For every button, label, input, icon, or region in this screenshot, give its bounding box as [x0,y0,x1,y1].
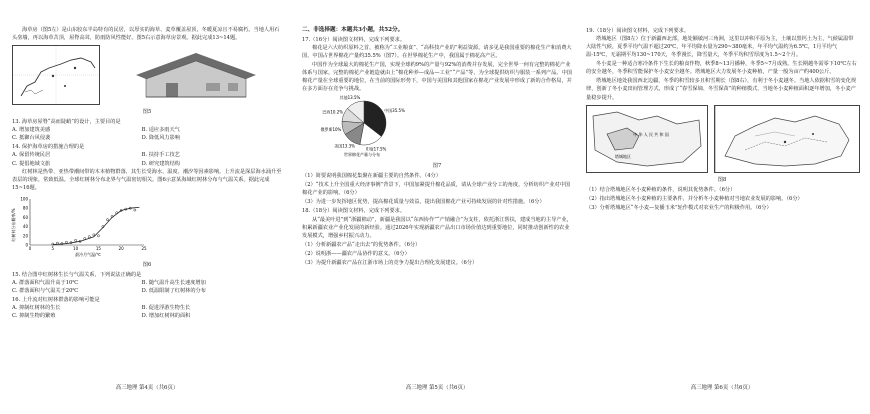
china-label: 中 华 人 民 共 和 国 [633,131,669,137]
question-18: 18.（18分）阅读图文材料，完成下列要求。 [302,208,406,215]
y-tick-label: 20 [22,233,28,239]
mangrove-temperature-chart [12,195,152,257]
question-19-3: （3）分析塔城地区“冬小麦—复播玉米”轮作模式对农业生产的积极作用。（6分） [586,204,772,211]
figure-5 [12,45,282,107]
tacheng-location-map [586,105,708,173]
chart-xlabel: 最冷月气温/℃ [75,251,101,257]
question-14-options [12,151,282,167]
option-b[interactable]: B. 适应多雨天气 [141,127,180,134]
chart-ylabel: 红树林分布概率/% [11,208,16,242]
figure-6-caption: 图6 [142,261,152,268]
data-point [106,218,108,220]
y-tick-label: 60 [22,214,28,220]
pie-label: 美国13.3% [334,143,355,149]
figure-7-caption: 图7 [432,163,442,170]
option-a[interactable]: A. 抑制红树林的生长 [12,305,61,312]
tacheng-paragraph-2: 冬小麦是一种适合寒冷条件下生长的粮食作物，秋季8~13月播种，冬季5~7月成熟。生长期越冬需零下10℃左右的安全越冬，冬季积雪能保护冬小麦安全越冬。塔城地区大力发展冬小麦种植，产量一般为亩产约400公斤。 [586,61,857,76]
question-16-options [12,304,282,320]
trend-curve [53,207,140,244]
tacheng-label: 塔城地区 [615,153,631,159]
option-d[interactable]: D. 研究建筑结构 [141,160,180,167]
cotton-production-pie-chart [302,96,422,158]
figure-8-caption: 图8 [717,176,727,183]
x-tick-label: 10 [73,245,79,251]
question-17-1: （1）简要说明我国棉花集聚在新疆主要的自然条件。（4分） [302,173,441,180]
pie-title: 世界棉花产量与分布 [344,152,380,158]
question-17-2: （2）“技术上升全国重大经济事例”背景下，中国加紧提升棉花品质，请从全球产业分工的角度，分析纺织产业对中国棉花产业的影响。（6分） [302,182,570,197]
cotton-paragraph-2: 中国作为全球最大的棉花生产国，实现全球约9%的产量与92%的消费并存发展，完全世界一何有完整的棉花产业体系与国家。完整的棉花产业链造就由上“棉花种养—成品—工业”“产品”等，为全球提供纺织与服装一系列产品。中国棉花产量在全球重要的地位，在当前的国际形势下，中国与美国和其他国家在棉花产业发展中形成了新的合作格局，并在多方面存在竞争与挑战。 [302,61,572,93]
option-a[interactable]: A. 保留传统民居 [12,152,51,159]
data-point [97,234,99,236]
option-b[interactable]: B. 扶持手工技艺 [141,152,180,159]
pie-label: 中国35.5% [384,108,405,114]
option-c[interactable]: C. 抑制生物的繁殖 [12,313,56,320]
y-tick-label: 100 [20,196,28,202]
option-d[interactable]: D. 增加红树林的面积 [141,313,191,320]
section-heading: 二、非选择题：本题共3小题，共52分。 [302,27,404,33]
question-18-2: （2）说明浙——疆农产品协作的意义。（6分） [302,250,410,257]
option-a[interactable]: A. 增加建筑美感 [12,127,51,134]
option-a[interactable]: A. 群落面积气温升高于10℃ [12,279,79,286]
question-15-options [12,279,282,295]
data-point [88,235,90,237]
x-tick-label: 5 [51,245,55,251]
cotton-paragraph-1: 棉花是六大纺织原料之首，被称为“工业粮食”、“高科技产业的”利益资源。请多见是我国重要的棉花生产和消费大国，中国占世界棉花产量约35.5%（图7）。在世界棉花生产中，我国属于棉花高产区。 [302,44,572,59]
question-17-3: （3）为进一步发挥地区优势，提高棉花质量与效益，提出我国棉花产业可持续发展的针对性措施。（6分） [302,199,545,206]
exam-page-6 [586,26,858,392]
pie-label: 印度17.5% [365,146,387,152]
y-tick-label: 80 [22,205,28,211]
question-15: 15. 结合图中红树林生长与气温关系，下列说法正确的是 [12,271,142,278]
x-tick-label: 20 [118,245,124,251]
question-19: 19.（18分）阅读图文材料，完成下列要求。 [586,28,690,34]
data-point [75,239,77,241]
x-tick-label: 15 [95,245,101,251]
page-footer: 高三地理 第4页（共6页） [115,384,179,391]
y-tick-label: 40 [22,223,28,229]
option-c[interactable]: C. 提倡地域文旅 [12,160,51,167]
x-tick-label: 25 [141,245,147,251]
option-b[interactable]: B. 随气温升高生长速度增加 [141,279,206,286]
question-19-2: （2）指出塔城地区冬小麦种植的主要条件，并分析冬小麦种植对当地农业发展的影响。（6分） [586,195,803,202]
option-b[interactable]: B. 促进浮游生物生长 [141,305,191,312]
question-13: 13. 海草房屋脊“高而陡峭”的设计，主要目的是 [12,119,121,126]
mangrove-paragraph: 红树林是热带、亚热带潮间带的木本植物群落，其生长受海水、温度、潮汐等因素影响。上升流是深层海水涌升至表层的现象，常致低温。全球红树林分布北界与气温密切相关。图6示意某海域红树林分布与气温关系。据此完成15~16题。 [12,168,282,191]
option-d[interactable]: D. 低温限制了红树林的分布 [141,288,206,294]
y-tick-label: 0 [25,242,28,248]
question-19-1: （1）结合塔城地区冬小麦种植的条件，说明其优势条件。（6分） [586,186,736,193]
xinjiang-paragraph: 从“最美叶进”到“浙疆棉动”，新疆是我国以“东西协作”“产销融合”为支柱，依托浙江帮扶，建成当地的主导产业，积累新疆农业产业化发展的新经验。通过2026年实现新疆农产品出口市场价值达到重要地位，同时推动创新性的农业发展模式，增强乡村振兴动力。 [302,216,572,239]
figure-8 [586,105,858,175]
question-17: 17.（16分）阅读图文材料，完成下列要求。 [302,36,406,43]
option-c[interactable]: C. 抵御台风侵袭 [12,135,51,142]
figure-5-caption: 图5 [142,109,152,116]
seaweed-house-illustration [110,45,282,103]
question-13-options [12,126,282,142]
tacheng-paragraph-3: 塔城地区地处我国西北边疆，冬季的积雪较多且积雪期长（图8右），有利于冬小麦越冬。当地人依据积雪的变化规律，创新了冬小麦田间管理方式，形成了“春雪保墒、冬雪保苗”的种植模式，当地冬小麦种植面积逐年增加，冬小麦产量稳步提升。 [586,78,857,101]
option-d[interactable]: D. 降低风力影响 [141,135,180,142]
page-footer: 高三地理 第6页（共6页） [690,384,754,391]
question-18-1: （1）分析新疆农产品“走出去”的优势条件。（6分） [302,241,421,248]
pie-label: 其他13.5% [339,95,361,101]
question-14: 14. 保护海草房的措施合理的是 [12,144,85,151]
data-point [65,241,67,243]
intro-paragraph: 海草房（图5左）是山东胶东半岛特有的民居，以厚实的海草、麦草覆盖屋顶，冬暖夏凉且不易腐朽。当地人用石头垒墙，再以海草苫顶，屋脊高耸，防雨防风性能好。图5右示意海草房景观。据此完成13~14题。 [12,27,280,42]
exam-page-4 [12,26,282,392]
pie-label: 俄罗斯10% [320,127,342,133]
data-point [84,237,86,239]
option-c[interactable]: C. 群落面积与气温关于20℃ [12,288,79,294]
data-point [93,234,95,236]
x-tick-label: 0 [28,245,32,251]
tacheng-detail-map [714,105,860,173]
coastline-map [12,45,100,105]
question-16: 16. 上升流对红树林群落的影响可能是 [12,297,100,304]
pie-label: 巴西10.2% [322,109,344,115]
question-18-3: （3）为提升新疆农产品在江浙市场上的竞争力提出合理化发展建议。（6分） [302,259,478,266]
exam-page-5 [302,26,572,392]
tacheng-paragraph-1: 塔城地区（图8左）位于新疆西北部，地处额敏河三角洲，这里以冲积平原为主，土壤以黑钙土为主，气候属温带大陆性气候，夏季平均气温不超过20℃，年平均降水量为290~380毫米，年平均气温约为6.5℃，1月平均气温-15℃，无霜期平均130~170天，冬季漫长，降雪量大，冬季平均积雪厚度为1.5~2个月。 [586,36,854,59]
data-point [134,209,136,211]
page-footer: 高三地理 第5页（共6页） [405,384,469,391]
